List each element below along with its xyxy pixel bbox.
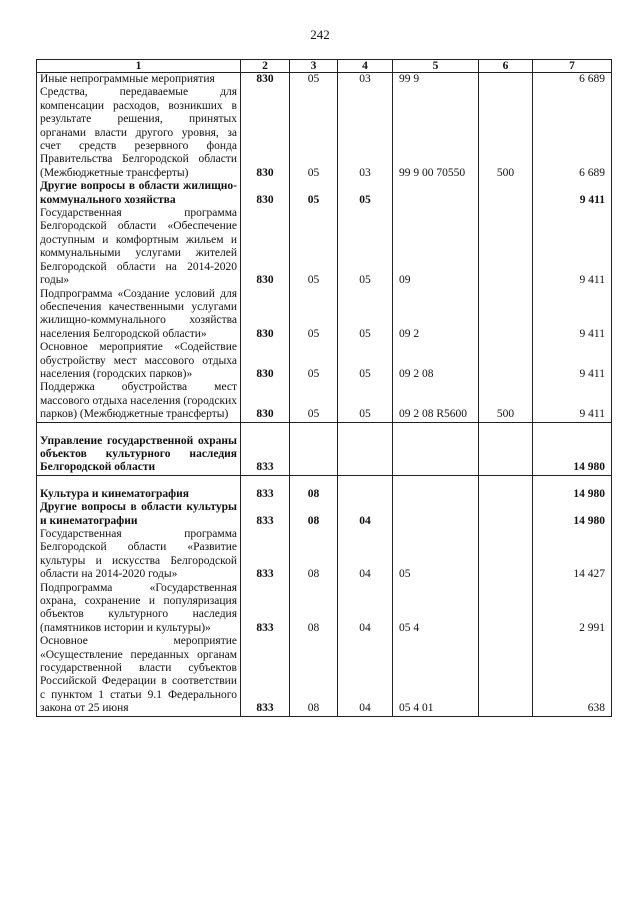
cell-expense-type — [479, 488, 533, 501]
cell-subsection: 04 — [338, 635, 393, 716]
table-row — [37, 582, 612, 636]
table-row — [37, 635, 612, 716]
cell-expense-type: 500 — [479, 381, 533, 422]
cell-target: 99 9 — [393, 73, 479, 87]
cell-target — [393, 435, 479, 476]
cell-amount: 9 411 — [533, 207, 612, 287]
cell-target — [393, 501, 479, 528]
column-header: 6 — [479, 60, 533, 73]
cell-ministry: 830 — [241, 288, 290, 342]
cell-ministry: 830 — [241, 180, 290, 207]
cell-expense-type — [479, 635, 533, 716]
budget-table — [36, 59, 612, 717]
cell-subsection: 04 — [338, 528, 393, 582]
table-row — [37, 488, 612, 501]
row-name: Средства, передаваемые для компенсации расходов, возникших в результате решения, принятых органами власти другого уровня, за счет средств резервного фонда Правительства Белгородской области (Межбюджетные трансферты) — [37, 86, 241, 180]
cell-amount: 6 689 — [533, 73, 612, 87]
cell-subsection: 04 — [338, 582, 393, 636]
cell-section: 08 — [290, 635, 338, 716]
cell-amount: 9 411 — [533, 180, 612, 207]
cell-subsection — [338, 435, 393, 476]
cell-ministry: 830 — [241, 381, 290, 422]
row-name: Государственная программа Белгородской области «Развитие культуры и искусства Белгородской области на 2014-2020 годы» — [37, 528, 241, 582]
table-row — [37, 73, 612, 87]
table-row — [37, 180, 612, 207]
cell-ministry: 833 — [241, 488, 290, 501]
cell-ministry: 830 — [241, 341, 290, 381]
cell-expense-type — [479, 180, 533, 207]
cell-target — [393, 180, 479, 207]
cell-expense-type — [479, 288, 533, 342]
cell-target: 09 — [393, 207, 479, 287]
cell-section: 08 — [290, 528, 338, 582]
cell-section: 05 — [290, 86, 338, 180]
table-row — [37, 341, 612, 381]
table-row — [37, 501, 612, 528]
cell-ministry: 833 — [241, 435, 290, 476]
cell-target: 05 — [393, 528, 479, 582]
page-number: 242 — [310, 27, 330, 42]
table-spacer-row — [37, 422, 612, 435]
row-name: Иные непрограммные мероприятия — [37, 73, 241, 87]
cell-section: 05 — [290, 207, 338, 287]
cell-ministry: 833 — [241, 501, 290, 528]
cell-subsection: 05 — [338, 180, 393, 207]
cell-subsection: 05 — [338, 381, 393, 422]
cell-ministry: 833 — [241, 528, 290, 582]
row-name: Государственная программа Белгородской области «Обеспечение доступным и комфортным жильем и коммунальными услугами жителей Белгородской области на 2014-2020 годы» — [37, 207, 241, 287]
cell-expense-type — [479, 528, 533, 582]
row-name: Основное мероприятие «Осуществление переданных органам государственной власти субъектов Российской Федерации в соответствии с пунктом 1 статьи 9.1 Федерального закона от 25 июня — [37, 635, 241, 716]
row-name: Подпрограмма «Создание условий для обеспечения качественными услугами жилищно-коммунального хозяйства населения Белгородской области» — [37, 288, 241, 342]
cell-target: 05 4 — [393, 582, 479, 636]
cell-target: 09 2 08 R5600 — [393, 381, 479, 422]
row-name: Культура и кинематография — [37, 488, 241, 501]
cell-ministry: 830 — [241, 207, 290, 287]
table-row — [37, 86, 612, 180]
column-header: 4 — [338, 60, 393, 73]
row-name: Управление государственной охраны объектов культурного наследия Белгородской области — [37, 435, 241, 476]
cell-ministry: 830 — [241, 73, 290, 87]
table-row — [37, 381, 612, 422]
cell-amount: 2 991 — [533, 582, 612, 636]
table-row — [37, 528, 612, 582]
row-name: Другие вопросы в области культуры и кинематографии — [37, 501, 241, 528]
cell-target: 99 9 00 70550 — [393, 86, 479, 180]
column-header: 1 — [37, 60, 241, 73]
cell-amount: 9 411 — [533, 341, 612, 381]
row-name: Основное мероприятие «Содействие обустройству мест массового отдыха населения (городских парков)» — [37, 341, 241, 381]
cell-amount: 9 411 — [533, 381, 612, 422]
cell-expense-type — [479, 341, 533, 381]
cell-target — [393, 488, 479, 501]
row-name: Подпрограмма «Государственная охрана, сохранение и популяризация объектов культурного наследия (памятников истории и культуры)» — [37, 582, 241, 636]
cell-ministry: 833 — [241, 635, 290, 716]
table-spacer-row — [37, 475, 612, 488]
cell-section: 05 — [290, 73, 338, 87]
cell-expense-type — [479, 582, 533, 636]
cell-section: 05 — [290, 288, 338, 342]
row-name: Поддержка обустройства мест массового отдыха населения (городских парков) (Межбюджетные трансферты) — [37, 381, 241, 422]
table-header-row — [37, 60, 612, 73]
cell-amount: 6 689 — [533, 86, 612, 180]
cell-subsection: 05 — [338, 207, 393, 287]
cell-target: 09 2 — [393, 288, 479, 342]
cell-expense-type — [479, 73, 533, 87]
cell-section: 05 — [290, 341, 338, 381]
column-header: 7 — [533, 60, 612, 73]
table-row — [37, 435, 612, 476]
cell-expense-type — [479, 501, 533, 528]
column-header: 3 — [290, 60, 338, 73]
cell-amount: 14 980 — [533, 488, 612, 501]
cell-section: 08 — [290, 488, 338, 501]
table-row — [37, 207, 612, 287]
cell-expense-type — [479, 435, 533, 476]
cell-amount: 14 427 — [533, 528, 612, 582]
cell-subsection — [338, 488, 393, 501]
column-header: 5 — [393, 60, 479, 73]
cell-ministry: 833 — [241, 582, 290, 636]
cell-subsection: 04 — [338, 501, 393, 528]
cell-subsection: 05 — [338, 288, 393, 342]
table-row — [37, 288, 612, 342]
cell-ministry: 830 — [241, 86, 290, 180]
cell-target: 05 4 01 — [393, 635, 479, 716]
cell-amount: 9 411 — [533, 288, 612, 342]
cell-expense-type — [479, 207, 533, 287]
cell-subsection: 05 — [338, 341, 393, 381]
cell-section: 08 — [290, 582, 338, 636]
cell-subsection: 03 — [338, 86, 393, 180]
cell-section — [290, 435, 338, 476]
column-header: 2 — [241, 60, 290, 73]
cell-amount: 14 980 — [533, 435, 612, 476]
cell-target: 09 2 08 — [393, 341, 479, 381]
cell-section: 05 — [290, 381, 338, 422]
cell-section: 05 — [290, 180, 338, 207]
cell-amount: 638 — [533, 635, 612, 716]
cell-amount: 14 980 — [533, 501, 612, 528]
cell-expense-type: 500 — [479, 86, 533, 180]
cell-subsection: 03 — [338, 73, 393, 87]
cell-section: 08 — [290, 501, 338, 528]
row-name: Другие вопросы в области жилищно-коммунального хозяйства — [37, 180, 241, 207]
